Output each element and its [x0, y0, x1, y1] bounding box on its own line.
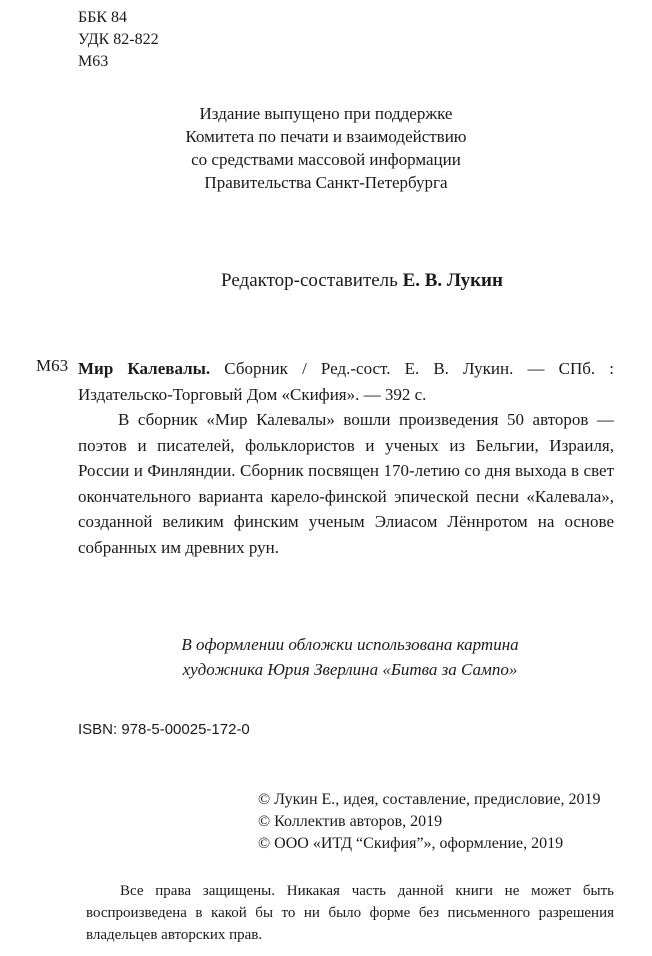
bbk-code: ББК 84 [78, 9, 128, 26]
catalog-entry [78, 356, 614, 560]
cover-note-line: художника Юрия Зверлина «Битва за Сампо» [182, 660, 518, 679]
copyright-line: © Лукин Е., идея, составление, предисловие, 2019 [258, 791, 601, 808]
support-line: Издание выпущено при поддержке [199, 104, 453, 123]
support-line: Правительства Санкт-Петербурга [204, 173, 448, 192]
rights-notice [86, 880, 614, 946]
catalog-author-sign: М63 [36, 356, 69, 375]
classification-block [78, 7, 159, 73]
copyright-line: © ООО «ИТД “Скифия”», оформление, 2019 [258, 835, 564, 852]
cover-note-line: В оформлении обложки использована картина [181, 635, 519, 654]
cover-note [0, 632, 652, 682]
bibliographic-description [78, 356, 614, 407]
editor-credit [0, 270, 652, 292]
isbn: ISBN: 978-5-00025-172-0 [78, 721, 250, 738]
support-notice [0, 102, 652, 194]
support-line: со средствами массовой информации [191, 150, 461, 169]
book-description: Сборник / Ред.-сост. Е. В. Лукин. — СПб. : Издательско-Торговый Дом «Скифия». — 392 с. [78, 359, 614, 404]
editor-role: Редактор-составитель [221, 270, 398, 291]
support-line: Комитета по печати и взаимодействию [185, 127, 467, 146]
annotation: В сборник «Мир Калевалы» вошли произведения 50 авторов — поэтов и писателей, фольклористов и ученых из Бельгии, Израиля, России и Финляндии. Сборник посвящен 170-летию со дня выхода в свет окончательного варианта карело-финской эпической песни «Калевала», созданной великим финским ученым Элиасом Лённротом на основе собранных им древних рун. [78, 410, 614, 557]
rights-text: Все права защищены. Никакая часть данной книги не может быть воспроизведена в какой бы то ни было форме без письменного разрешения владельцев авторских прав. [86, 883, 614, 943]
copyright-line: © Коллектив авторов, 2019 [258, 813, 443, 830]
author-sign: М63 [78, 53, 109, 70]
book-title: Мир Калевалы. [78, 359, 211, 378]
editor-name: Е. В. Лукин [402, 270, 503, 291]
udk-code: УДК 82-822 [78, 31, 159, 48]
copyright-block [258, 789, 600, 855]
